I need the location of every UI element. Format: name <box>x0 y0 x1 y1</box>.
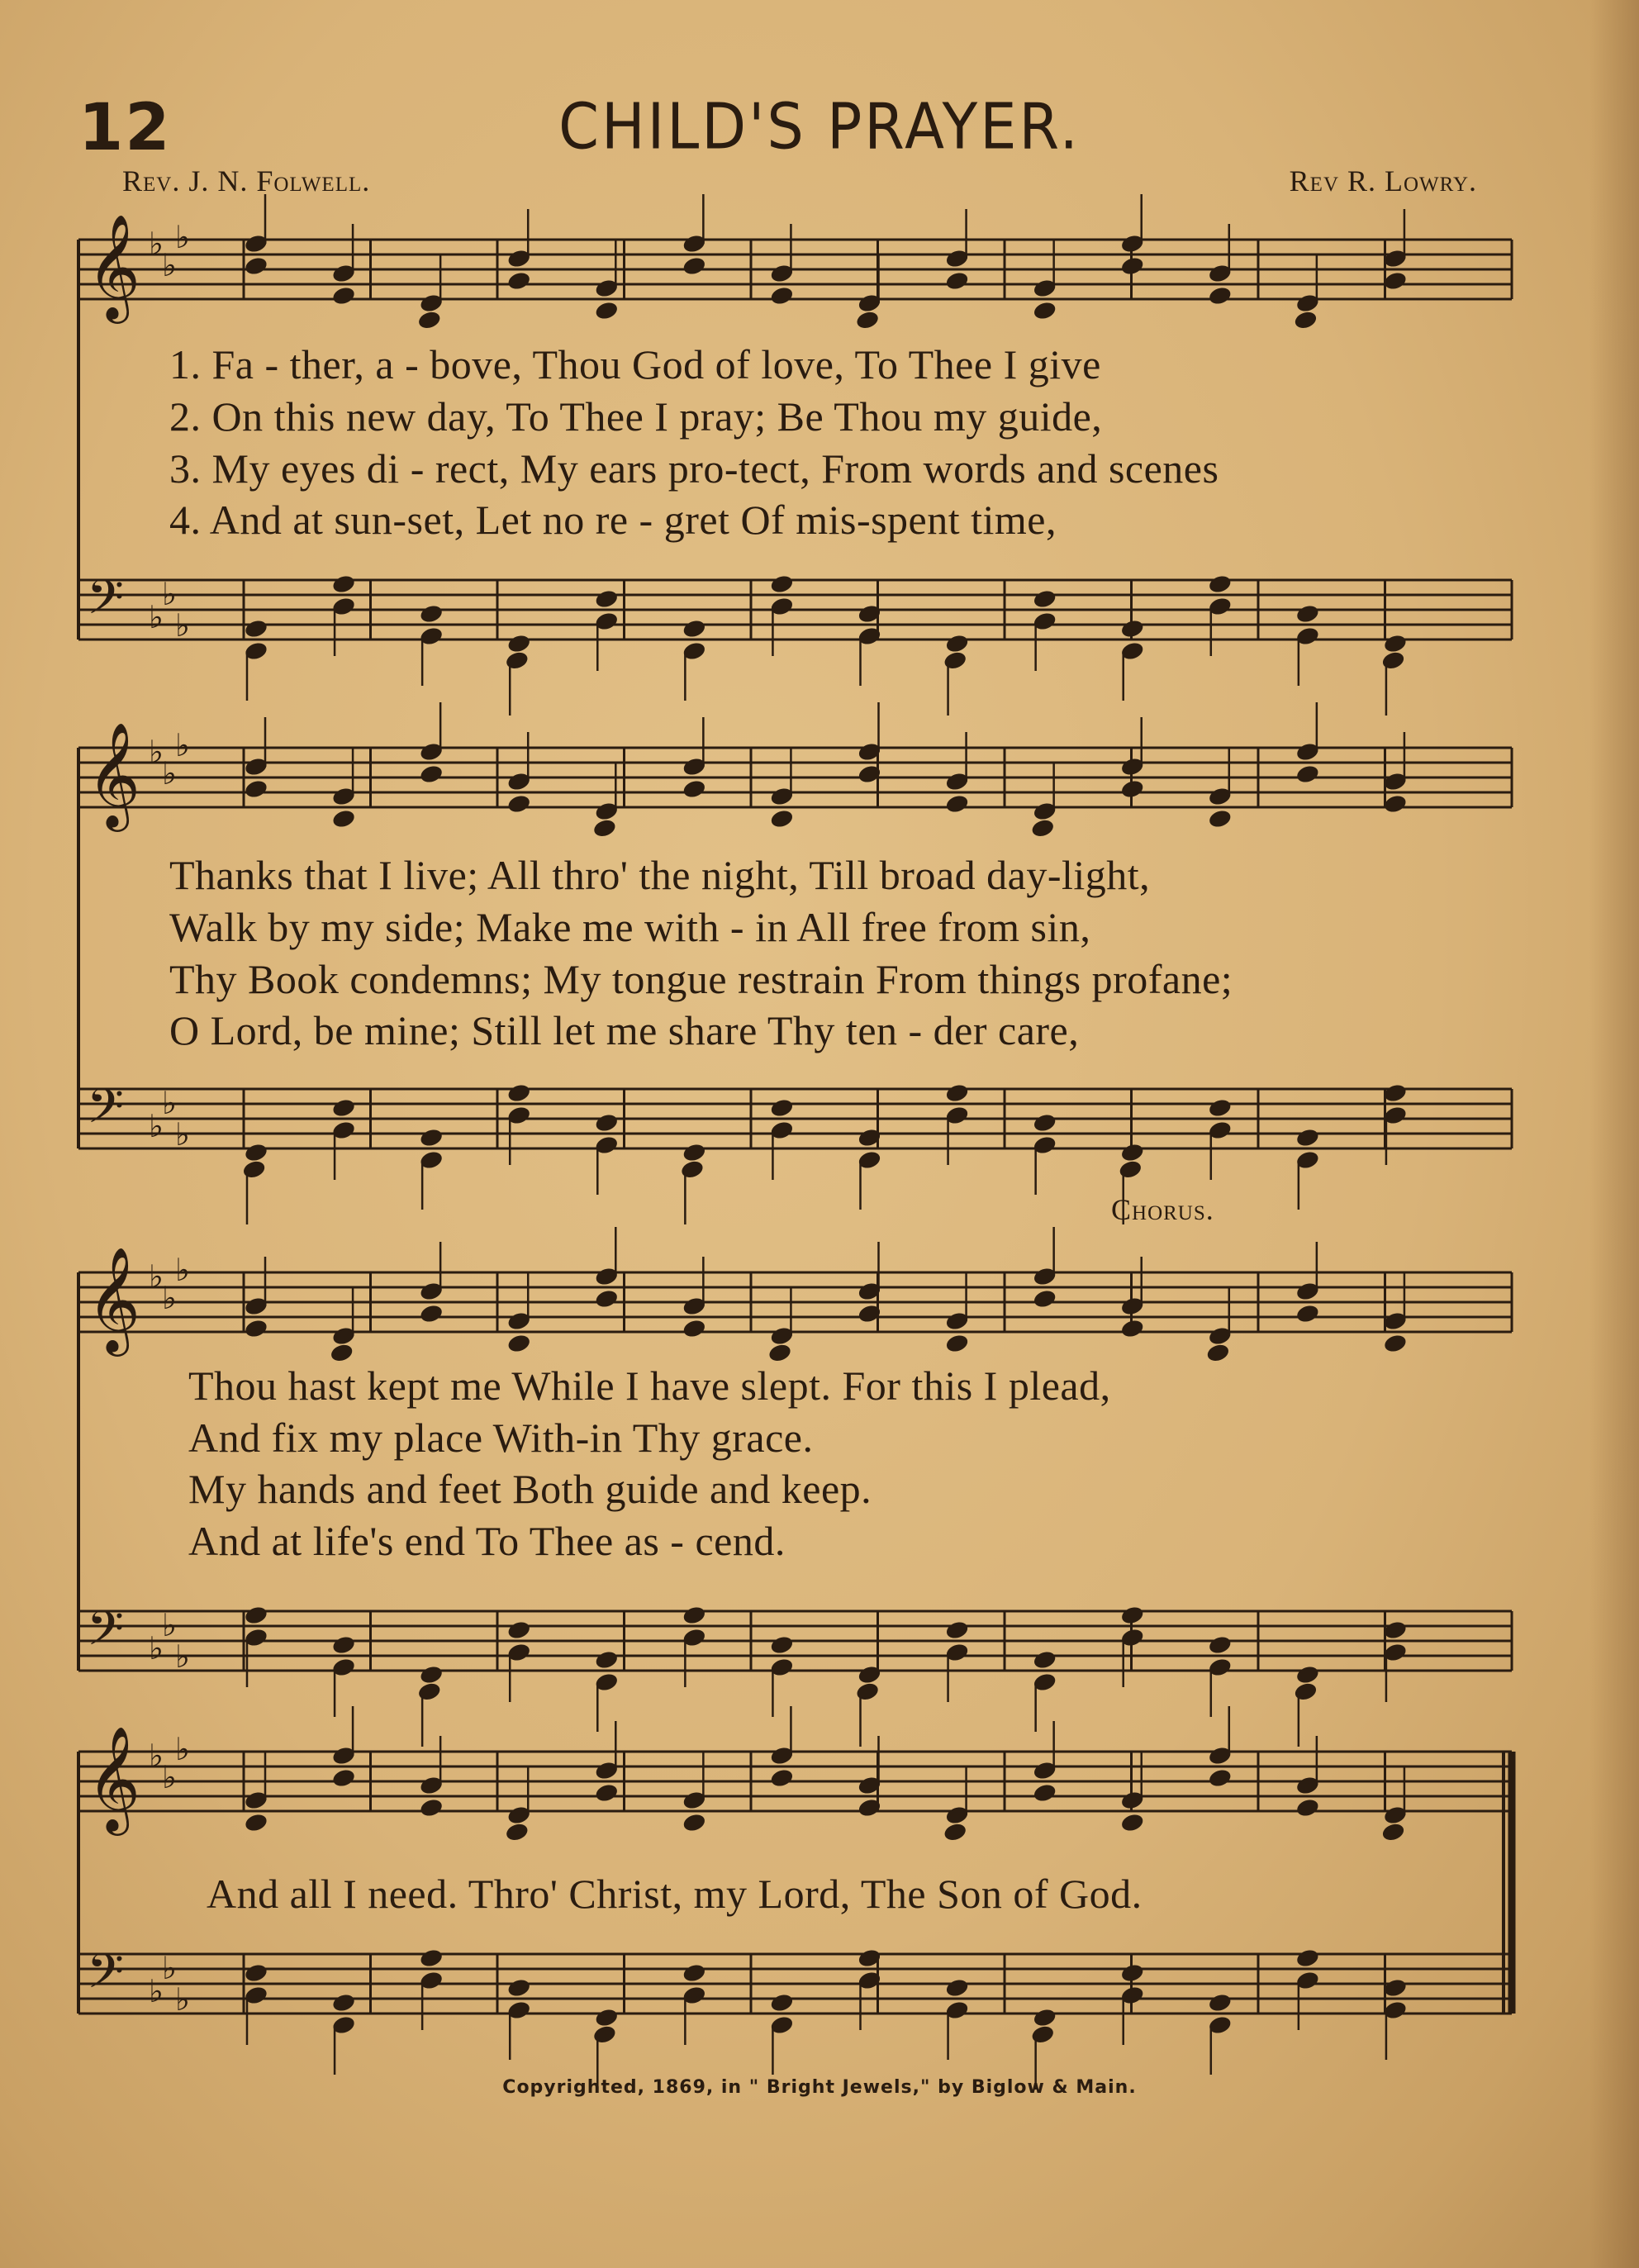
copyright-notice: Copyrighted, 1869, in " Bright Jewels," by Biglow & Main. <box>502 2077 1137 2098</box>
note-head <box>594 1782 620 1804</box>
lyric-line: Thy Book condemns; My tongue restrain From things profane; <box>169 956 1233 1002</box>
note-head <box>944 1333 970 1354</box>
note-head <box>1032 1112 1057 1134</box>
lyricist-credit: Rev. J. N. Folwell. <box>122 164 371 197</box>
note-head <box>1383 633 1409 654</box>
flat-icon: ♭ <box>175 219 190 255</box>
lyric-line: 4. And at sun-set, Let no re - gret Of mis-spent time, <box>169 497 1057 543</box>
note-head <box>1383 1082 1409 1104</box>
treble-clef-icon: 𝄞 <box>87 721 141 827</box>
note-head <box>1293 1681 1318 1703</box>
treble-clef-icon: 𝄞 <box>87 1246 141 1352</box>
note-head <box>1032 588 1057 610</box>
note-head <box>1295 1797 1321 1819</box>
note-head <box>769 1097 795 1119</box>
lyric-line: Walk by my side; Make me with - in All free from sin, <box>169 904 1091 950</box>
note-head <box>769 1767 795 1789</box>
note-head <box>1383 1619 1409 1641</box>
note-head <box>244 1962 269 1984</box>
note-head <box>1205 1343 1231 1364</box>
note-head <box>1295 603 1321 625</box>
note-head <box>592 2024 618 2046</box>
note-head <box>331 573 357 595</box>
flat-icon: ♭ <box>162 1759 177 1795</box>
note-head <box>1119 1962 1145 1984</box>
flat-icon: ♭ <box>162 1607 177 1643</box>
note-head <box>1380 650 1406 672</box>
bass-clef-icon: 𝄢 <box>87 1078 125 1146</box>
flat-icon: ♭ <box>162 1950 177 1986</box>
note-head <box>1383 270 1409 292</box>
note-head <box>769 285 795 307</box>
note-head <box>244 1142 269 1163</box>
flat-icon: ♭ <box>149 226 164 262</box>
note-head <box>419 1947 444 1969</box>
note-head <box>944 633 970 654</box>
note-head <box>1119 618 1145 640</box>
note-head <box>1295 1127 1321 1148</box>
flat-icon: ♭ <box>175 1252 190 1288</box>
note-head <box>594 588 620 610</box>
flat-icon: ♭ <box>162 1085 177 1121</box>
note-head <box>331 1634 357 1656</box>
note-head <box>1207 1767 1233 1789</box>
note-head <box>594 1649 620 1671</box>
note-head <box>1380 1822 1406 1843</box>
flat-icon: ♭ <box>175 1116 190 1153</box>
note-head <box>1032 1782 1057 1804</box>
note-head <box>244 255 269 277</box>
flat-icon: ♭ <box>149 1258 164 1295</box>
note-head <box>1119 1812 1145 1833</box>
lyric-line: Thanks that I live; All thro' the night, Till broad day-light, <box>169 852 1151 898</box>
note-head <box>1207 1634 1233 1656</box>
note-head <box>944 1977 970 1999</box>
note-head <box>767 1343 793 1364</box>
note-head <box>1295 1303 1321 1324</box>
note-head <box>1295 763 1321 785</box>
note-head <box>331 1097 357 1119</box>
flat-icon: ♭ <box>175 1638 190 1675</box>
note-head <box>769 1992 795 2014</box>
note-head <box>944 1082 970 1104</box>
note-head <box>419 763 444 785</box>
note-head <box>682 1605 707 1626</box>
note-head <box>594 1288 620 1310</box>
note-head <box>592 818 618 839</box>
note-head <box>505 650 530 672</box>
bass-clef-icon: 𝄢 <box>87 1600 125 1668</box>
note-head <box>855 310 881 331</box>
note-head <box>506 1619 532 1641</box>
flat-icon: ♭ <box>162 247 177 283</box>
composer-credit: Rev R. Lowry. <box>1289 164 1477 197</box>
bass-clef-icon: 𝄢 <box>87 1943 125 2011</box>
note-head <box>506 270 532 292</box>
note-head <box>682 1142 707 1163</box>
flat-icon: ♭ <box>175 1731 190 1767</box>
lyric-line: Thou hast kept me While I have slept. For this I plead, <box>188 1362 1111 1409</box>
page-number: 12 <box>78 91 172 165</box>
note-head <box>331 285 357 307</box>
note-head <box>1030 818 1056 839</box>
lyric-line: My hands and feet Both guide and keep. <box>188 1466 872 1512</box>
lyric-line: O Lord, be mine; Still let me share Thy ten - der care, <box>169 1007 1080 1053</box>
lyric-line: And at life's end To Thee as - cend. <box>188 1518 786 1564</box>
hymn-title: CHILD'S PRAYER. <box>558 88 1081 164</box>
note-head <box>594 1112 620 1134</box>
flat-icon: ♭ <box>175 1981 190 2018</box>
note-head <box>506 1082 532 1104</box>
note-head <box>1119 1605 1145 1626</box>
note-head <box>244 1605 269 1626</box>
note-head <box>1032 1649 1057 1671</box>
flat-icon: ♭ <box>149 1630 164 1667</box>
note-head <box>331 808 357 830</box>
note-head <box>943 650 968 672</box>
flat-icon: ♭ <box>149 1108 164 1144</box>
note-head <box>1207 285 1233 307</box>
note-head <box>419 1664 444 1686</box>
treble-clef-icon: 𝄞 <box>87 213 141 319</box>
note-head <box>1119 1318 1145 1339</box>
note-head <box>1119 778 1145 800</box>
note-head <box>505 1822 530 1843</box>
lyric-line: 3. My eyes di - rect, My ears pro-tect, From words and scenes <box>169 445 1219 492</box>
note-head <box>1383 1977 1409 1999</box>
note-head <box>1207 1992 1233 2014</box>
note-head <box>594 2007 620 2028</box>
flat-icon: ♭ <box>175 727 190 763</box>
note-head <box>682 778 707 800</box>
note-head <box>331 1992 357 2014</box>
note-head <box>1207 808 1233 830</box>
flat-icon: ♭ <box>162 576 177 612</box>
note-head <box>1030 2024 1056 2046</box>
lyric-line: And fix my place With-in Thy grace. <box>188 1415 814 1461</box>
note-head <box>1032 300 1057 321</box>
note-head <box>1119 1142 1145 1163</box>
note-head <box>1207 573 1233 595</box>
lyric-line: 2. On this new day, To Thee I pray; Be Thou my guide, <box>169 393 1103 440</box>
flat-icon: ♭ <box>149 1973 164 2009</box>
note-head <box>680 1159 705 1181</box>
flat-icon: ♭ <box>149 599 164 635</box>
bass-clef-icon: 𝄢 <box>87 569 125 637</box>
note-head <box>682 1318 707 1339</box>
note-head <box>769 808 795 830</box>
note-head <box>1295 1947 1321 1969</box>
note-head <box>419 1797 444 1819</box>
flat-icon: ♭ <box>162 755 177 792</box>
note-head <box>506 633 532 654</box>
note-head <box>241 1159 267 1181</box>
flat-icon: ♭ <box>149 734 164 770</box>
note-head <box>1032 2007 1057 2028</box>
note-head <box>244 778 269 800</box>
note-head <box>1207 1097 1233 1119</box>
note-head <box>1032 1288 1057 1310</box>
lyric-line: And all I need. Thro' Christ, my Lord, The Son of God. <box>207 1871 1143 1917</box>
note-head <box>944 270 970 292</box>
note-head <box>1383 793 1409 815</box>
note-head <box>1118 1159 1143 1181</box>
note-head <box>419 1127 444 1148</box>
lyric-line: 1. Fa - ther, a - bove, Thou God of love, To Thee I give <box>169 341 1101 388</box>
note-head <box>244 618 269 640</box>
note-head <box>1293 310 1318 331</box>
treble-clef-icon: 𝄞 <box>87 1725 141 1831</box>
note-head <box>1295 1664 1321 1686</box>
note-head <box>419 1303 444 1324</box>
note-head <box>682 1812 707 1833</box>
note-head <box>944 793 970 815</box>
note-head <box>506 1333 532 1354</box>
note-head <box>682 1962 707 1984</box>
flat-icon: ♭ <box>162 1280 177 1316</box>
note-head <box>1383 1333 1409 1354</box>
note-head <box>682 255 707 277</box>
note-head <box>1119 255 1145 277</box>
note-head <box>506 793 532 815</box>
note-head <box>855 1681 881 1703</box>
flat-icon: ♭ <box>175 607 190 644</box>
note-head <box>944 1619 970 1641</box>
note-head <box>244 1812 269 1833</box>
note-head <box>506 1977 532 1999</box>
note-head <box>244 1318 269 1339</box>
note-head <box>329 1343 354 1364</box>
chorus-label: Chorus. <box>1111 1193 1214 1226</box>
note-head <box>682 618 707 640</box>
note-head <box>594 300 620 321</box>
note-head <box>769 1634 795 1656</box>
note-head <box>416 1681 442 1703</box>
note-head <box>331 1767 357 1789</box>
note-head <box>943 1822 968 1843</box>
note-head <box>416 310 442 331</box>
note-head <box>769 573 795 595</box>
note-head <box>419 603 444 625</box>
flat-icon: ♭ <box>149 1738 164 1774</box>
